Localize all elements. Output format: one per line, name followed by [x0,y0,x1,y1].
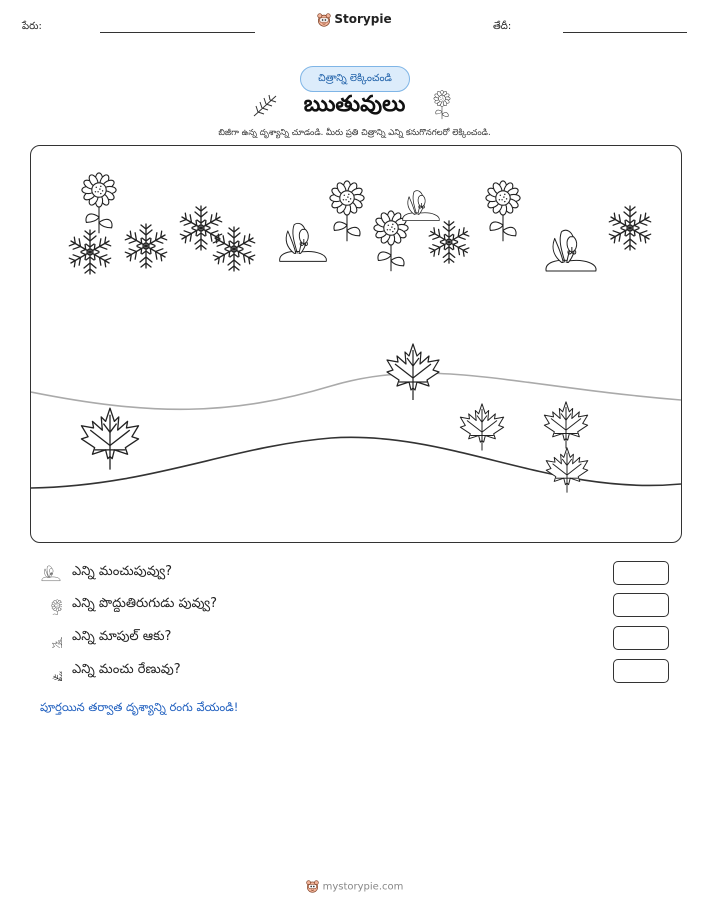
snowflake-icon [40,659,62,681]
sunflower [330,181,364,241]
site-url: mystorypie.com [322,881,404,893]
worksheet-title: ఋతువులు [303,92,406,117]
worksheet-instructions: బిజీగా ఉన్న దృశ్యాన్ని చూడండి. మీరు ప్రతి చిత్రాన్ని ఎన్ని కనుగొనగలరో లెక్కించండి. [218,128,491,138]
question-text: ఎన్ని మాపుల్ ఆకు? [72,629,172,644]
worksheet-badge: చిత్రాన్ని లెక్కించండి [300,66,410,92]
sunflower [486,181,520,241]
snowdrop [280,223,327,261]
scene-illustration [31,146,681,542]
question-text: ఎన్ని మంచుపువ్వు? [72,564,173,579]
name-field[interactable] [100,32,255,33]
answer-box[interactable] [613,659,669,683]
maple-leaf [81,408,138,469]
question-row [40,659,680,683]
maple-leaf [460,404,503,451]
sunflower [82,173,116,233]
maple-leaf [544,402,587,449]
answer-box[interactable] [613,561,669,585]
brand-name: Storypie [334,12,392,26]
snowflake [608,206,652,250]
sunflower-doodle-icon [432,90,452,120]
sunflower-icon [40,593,62,615]
answer-box[interactable] [613,626,669,650]
question-row [40,593,680,617]
mascot-icon [306,880,319,893]
name-label: పేరు: [22,21,42,32]
snowdrop [403,191,440,221]
question-text: ఎన్ని మంచు రేణువు? [72,662,181,677]
date-label: తేదీ: [493,21,512,32]
question-row [40,561,680,585]
snowflake [179,206,223,250]
question-text: ఎన్ని పొద్దుతిరుగుడు పువ్వు? [72,596,217,611]
question-row [40,626,680,650]
snowflake [212,227,256,271]
maple-leaf-icon [40,626,62,648]
snowdrop [546,230,596,271]
maple-leaf [546,448,588,493]
mascot-icon [317,13,331,27]
site-footer [0,880,709,893]
coloring-note: పూర్తయిన తర్వాత దృశ్యాన్ని రంగు వేయండి! [40,700,239,714]
brand-logo [0,12,709,27]
maple-leaf [387,344,439,400]
snowflake [68,230,112,274]
answer-box[interactable] [613,593,669,617]
snowdrop-icon [40,561,62,583]
snowflake [124,224,168,268]
date-field[interactable] [563,32,687,33]
snowflake [428,221,470,263]
counting-scene [30,145,682,543]
